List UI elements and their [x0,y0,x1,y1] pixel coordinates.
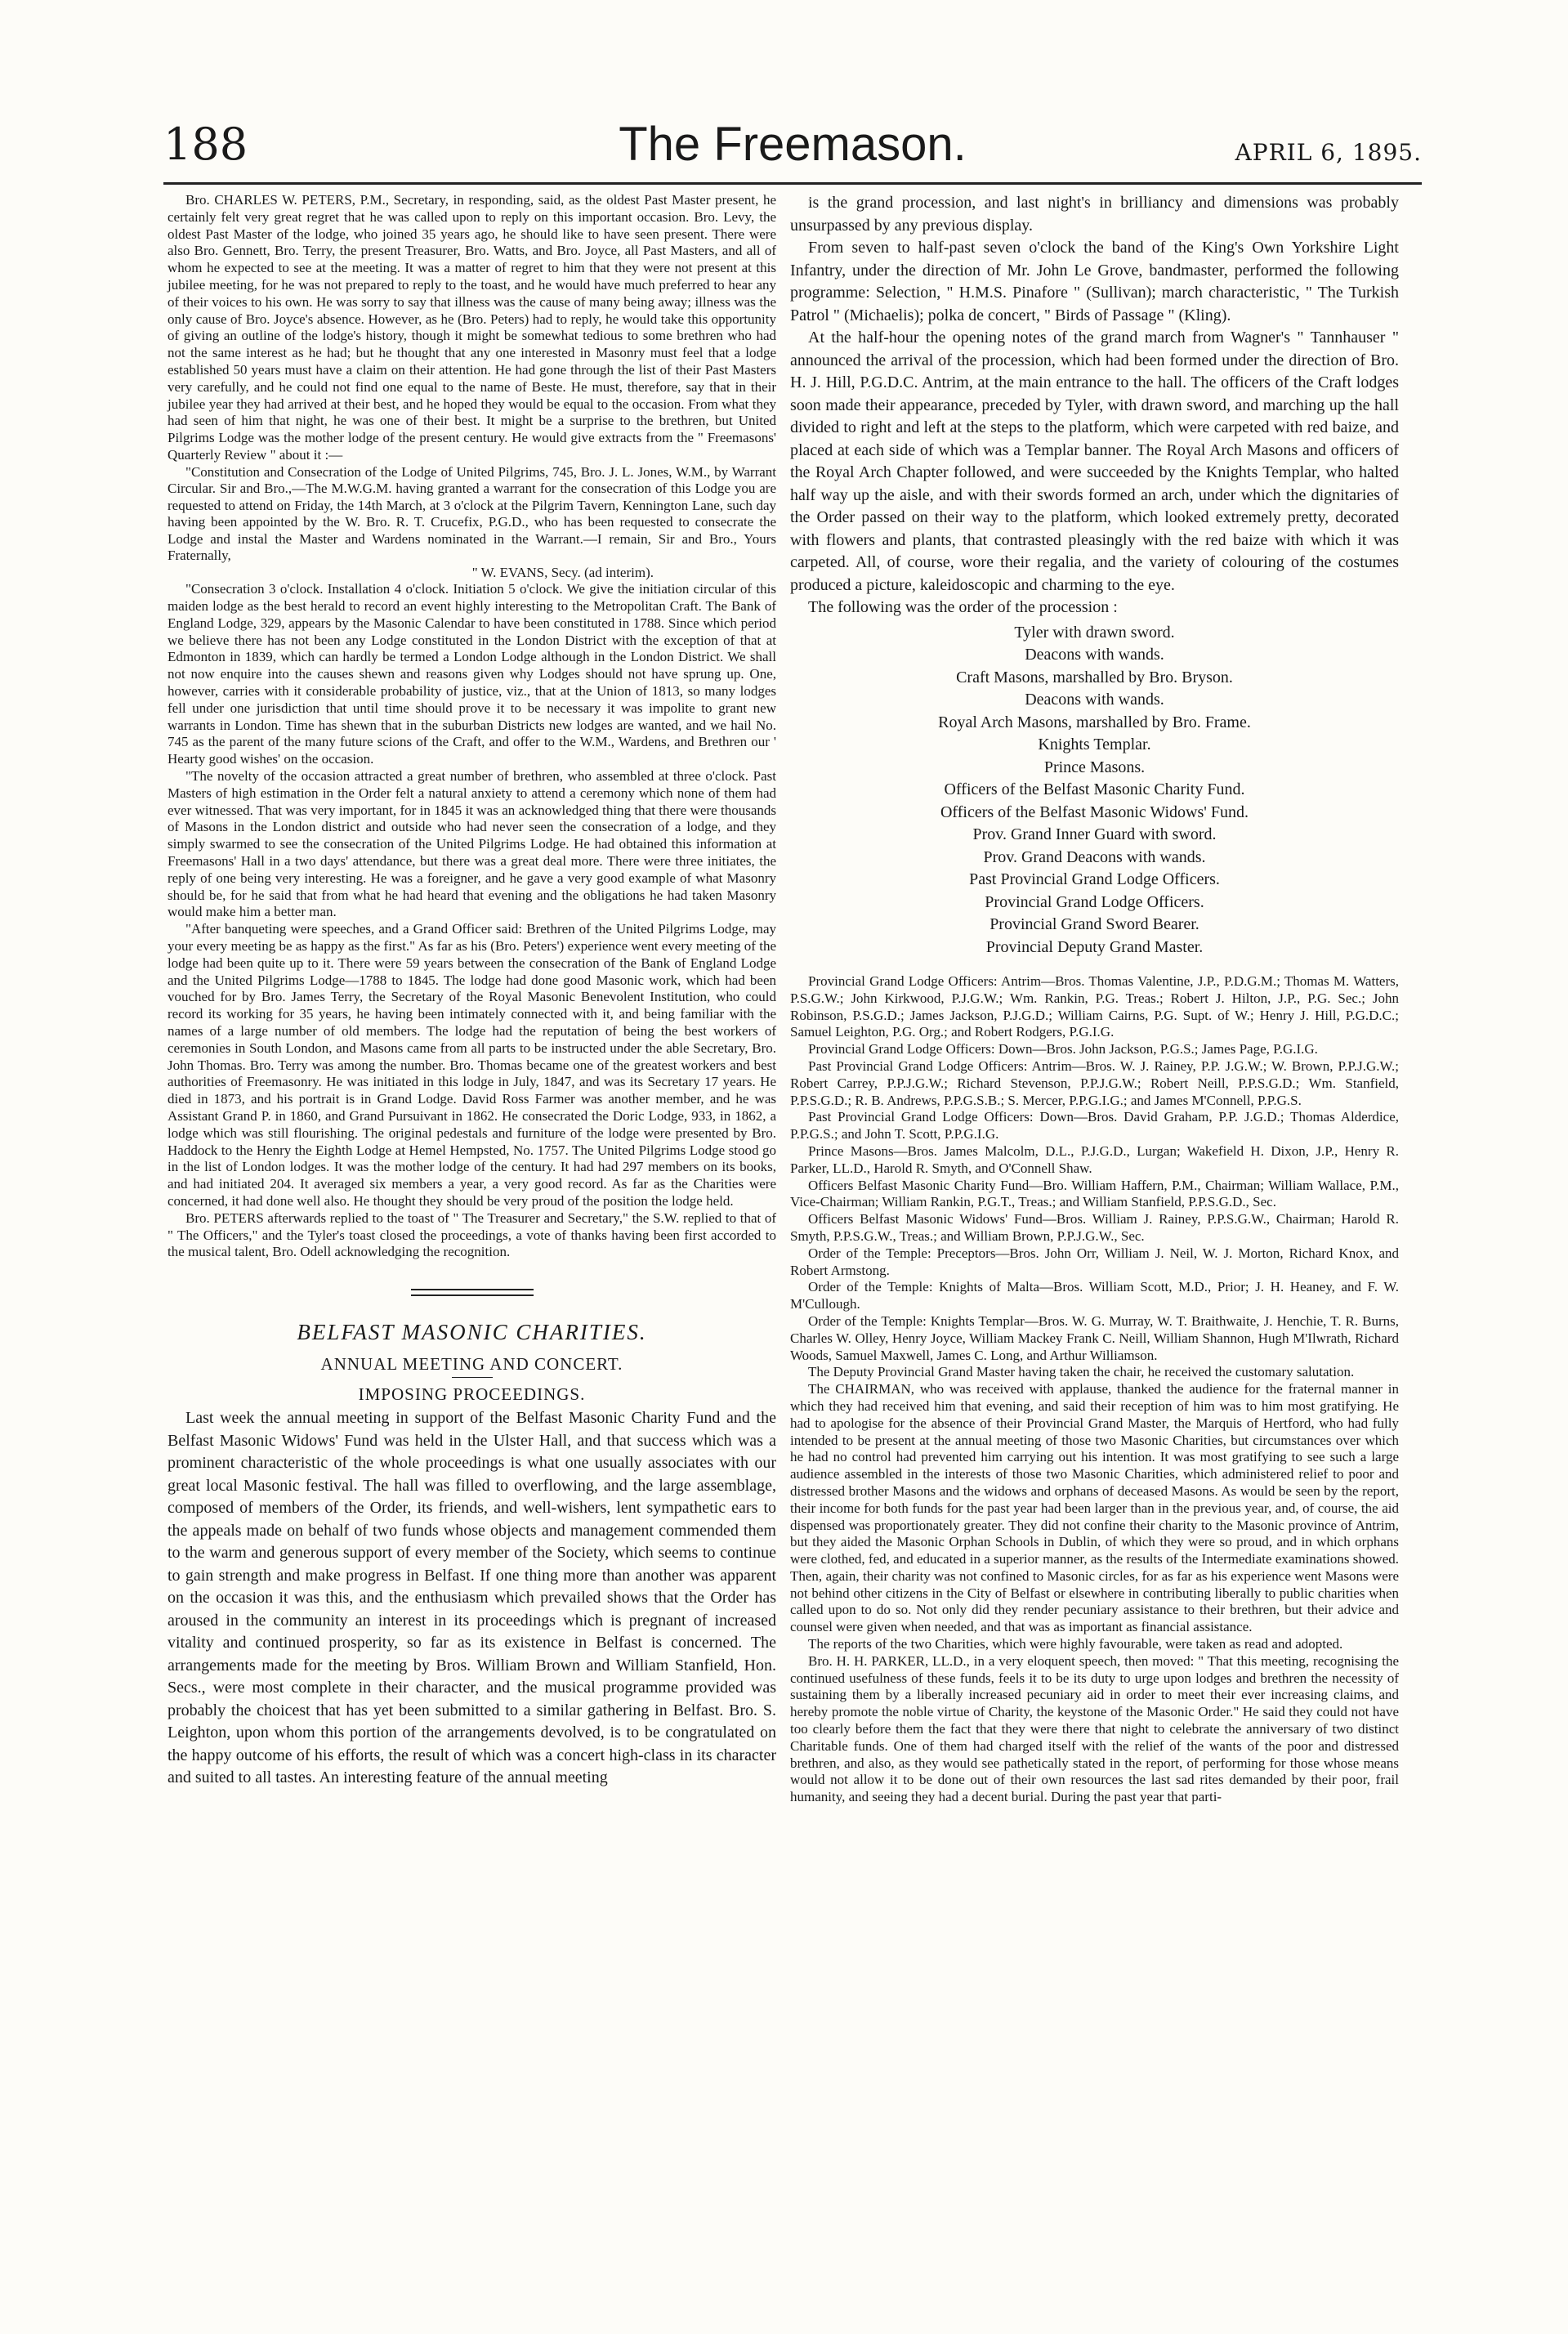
article-paragraph: Provincial Grand Lodge Officers: Down—Bros. John Jackson, P.G.S.; James Page, P.G.I.G. [808,1041,1318,1057]
header-rule [163,182,1422,185]
article-paragraph: "Consecration 3 o'clock. Installation 4 o'clock. Initiation 5 o'clock. We give the initiation circular of this maiden lodge as the best herald to record an event highly interesting to the Metropolitan Craft. The Bank of England Lodge, 329, appears by the Masonic Calendar to have been constituted in 1788. Since which period we believe there has not been any Lodge constituted in the London District with the exception of that at Edmonton in 1839, which can hardly be termed a London Lodge although in the London District. We shall not now enquire into the causes shewn and reasons given why Lodges should not have sprung up. One, however, carries with it considerable probability of justice, viz., that at the Union of 1813, so many lodges fell under one jurisdiction that until time should prove it to be necessary it was impolite to grant new warrants in London. Time has shewn that in the suburban Districts new lodges are wanted, and we hail No. 745 as the parent of the many future scions of the Craft, and offer to the W.M., Wardens, and Brethren our ' Hearty good wishes' on the occasion. [168,581,776,767]
section-divider [411,1289,534,1290]
procession-list [790,622,1399,959]
issue-date: APRIL 6, 1895. [1235,139,1422,166]
procession-item: Royal Arch Masons, marshalled by Bro. Frame. [938,713,1251,731]
procession-item: Prov. Grand Inner Guard with sword. [972,825,1217,843]
article-paragraph: Provincial Grand Lodge Officers: Antrim—Bros. Thomas Valentine, J.P., P.D.G.M.; Thomas M. Watters, P.S.G.W.; John Kirkwood, P.J.G.W.; Wm. Rankin, P.G. Treas.; Robert J. Hilton, J.P., P.G. Sec.; John Robinson, P.S.G.D.; James Jackson, P.J.G.D.; William Cairns, P.G. Supt. of W.; Henry J. Hill, P.G.D.C.; Samuel Leighton, P.G. Org.; and Robert Rodgers, P.G.I.G. [790,973,1399,1040]
procession-item: Tyler with drawn sword. [1014,623,1175,642]
article-paragraph: "After banqueting were speeches, and a Grand Officer said: Brethren of the United Pilgrims Lodge, may your every meeting be as happy as the first." As far as his (Bro. Peters') experience went every meeting of the lodge had been quite up to it. There were 59 years between the consecration of the Bank of England Lodge and the United Pilgrims Lodge—1788 to 1845. The lodge had done good Masonic work, which had been vouched for by Bro. James Terry, the Secretary of the Royal Masonic Benevolent Institution, who could record its working for 35 years, he having been intimately connected with it, and being familiar with the names of a large number of old members. The lodge had the reputation of being the best workers of ceremonies in South London, and Masons came from all parts to be instructed under the able Secretary, Bro. John Thomas. Bro. Terry was among the number. Bro. Thomas became one of the greatest workers and best authorities of Freemasonry. He was initiated in this lodge in July, 1847, and was its Secretary 17 years. He died in 1873, and his portrait is in Grand Lodge. David Ross Farmer was another member, and he was Assistant Grand P. in 1860, and Grand Pursuivant in 1862. He consecrated the Doric Lodge, 933, in 1862, a lodge which was still flourishing. The original pedestals and furniture of the lodge were presented by Bro. Haddock to the Henry the Eighth Lodge at Hemel Hempsted, No. 1757. The United Pilgrims Lodge stood go in the list of London lodges. It was the mother lodge of the century. It had had 297 members on its books, and had initiated 204. It averaged six members a year, a very good record. As far as the Charities were concerned, it had done well also. He thought they should be very proud of the position the lodge held. [168,921,776,1209]
masthead: The Freemason. [619,118,967,171]
procession-item: Officers of the Belfast Masonic Charity Fund. [944,780,1245,798]
article-paragraph: Order of the Temple: Knights Templar—Bros. W. G. Murray, W. T. Braithwaite, J. Henchie, T. R. Burns, Charles W. Olley, Henry Joyce, William Mackey Frank C. Neill, William Shannon, Hugh M'Ilwrath, Richard Woods, Samuel Maxwell, James C. Long, and Arthur Williamson. [790,1312,1399,1363]
procession-item: Provincial Grand Lodge Officers. [985,892,1204,911]
article-subheading: ANNUAL MEETING AND CONCERT. [320,1354,623,1375]
article-paragraph: "The novelty of the occasion attracted a great number of brethren, who assembled at three o'clock. Past Masters of high estimation in the Order felt a natural anxiety to attend a ceremony which none of them had ever witnessed. That was very important, for in 1845 it was an acknowledged thing that there were thousands of Masons in the London district and outside who had never seen the consecration of a lodge, and they simply swarmed to see the consecration of the United Pilgrims Lodge. He had obtained this information at Freemasons' Hall in a two days' attendance, but there was a great deal more. There were three initiates, the reply of one being very interesting. He was a foreigner, and he gave a very good example of what Masonry should be, for he said that from what he had heard that evening and the obligations he had taken Masonry would make him a better man. [168,768,776,920]
section-divider [411,1294,534,1296]
article-paragraph: The CHAIRMAN, who was received with applause, thanked the audience for the fraternal manner in which they had received him that evening, and said their reception of him was to him most gratifying. He had to apologise for the absence of their Provincial Grand Master, the Marquis of Hertford, who had fully intended to be present at the annual meeting of those two Masonic Charities, but circumstances over which he had no control had prevented him carrying out his intention. It was most gratifying to see such a large audience assembled in the interests of those two Masonic Charities, which administered relief to poor and distressed brother Masons and the widows and orphans of deceased Masons. As would be seen by the report, their income for both funds for the past year had been larger than in the previous year, and, of course, the aid dispensed was proportionately greater. They did not confine their charity to the Masonic province of Antrim, but they aided the Masonic Orphan Schools in Dublin, of which they were so proud, and in which orphans were clothed, fed, and educated in a superior manner, as the results of the Intermediate examinations showed. Then, again, their charity was not confined to Masonic circles, for as far as his experience went Masons were not behind other citizens in the City of Belfast or elsewhere in contributing liberally to public charities when called upon to do so. Not only did they render pecuniary assistance to their brethren, but their advice and counsel were given when needed, and that was as important as financial assistance. [790,1381,1399,1635]
procession-intro: The following was the order of the procession : [808,598,1118,616]
article-paragraph: Past Provincial Grand Lodge Officers: Antrim—Bros. W. J. Rainey, P.P. J.G.W.; W. Brown, P.P.J.G.W.; Robert Carrey, P.P.J.G.W.; Richard Stevenson, P.P.J.G.W.; Robert Neill, P.P.S.G.D.; Wm. Stanfield, P.P.S.G.D.; R. B. Andrews, P.P.G.S.B.; S. Mercer, P.P.G.I.G.; and James M'Connell, P.P.G.S. [790,1057,1399,1108]
article-paragraph: is the grand procession, and last night's in brilliancy and dimensions was probably unsurpassed by any previous display. [790,194,1399,235]
quoted-circular: "Constitution and Consecration of the Lodge of United Pilgrims, 745, Bro. J. L. Jones, W.M., by Warrant Circular. Sir and Bro.,—The M.W.G.M. having granted a warrant for the consecration of this Lodge you are requested to attend on Friday, the 14th March, at 3 o'clock at the Pilgrim Tavern, Kennington Lane, such day having been appointed by the W. Bro. R. T. Crucefix, P.G.D., who has been requested to consecrate the Lodge and instal the Master and Wardens nominated in the Warrant.—I remain, Sir and Bro., Yours Fraternally, [168,463,776,564]
procession-item: Deacons with wands. [1025,691,1164,709]
procession-item: Deacons with wands. [1025,646,1164,664]
article-subheading: IMPOSING PROCEEDINGS. [358,1384,586,1405]
article-paragraph: The Deputy Provincial Grand Master having taken the chair, he received the customary salutation. [808,1364,1355,1380]
right-column [790,192,1399,1806]
procession-item: Officers of the Belfast Masonic Widows' Fund. [940,803,1249,821]
article-heading: BELFAST MASONIC CHARITIES. [297,1320,647,1345]
article-paragraph: At the half-hour the opening notes of the grand march from Wagner's " Tannhauser " announced the arrival of the procession, which had been formed under the direction of Bro. H. J. Hill, P.G.D.C. Antrim, at the main entrance to the hall. The officers of the Craft lodges soon made their appearance, preceded by Tyler, with drawn sword, and marching up the hall divided to right and left at the steps to the platform, which were carpeted with red baize, and placed at each side of which was a Templar banner. The Royal Arch Masons and officers of the Royal Arch Chapter followed, and were succeeded by the Knights Templar, who halted half way up the aisle, and with their swords formed an arch, under which the dignitaries of the Order passed on their way to the platform, which looked extremely pretty, decorated with flowers and plants, that contrasted pleasingly with the red baize with which it was carpeted. All, of course, wore their regalia, and the variety of colouring of the costumes produced a picture, kaleidoscopic and charming to the eye. [790,329,1399,594]
article-paragraph: Order of the Temple: Knights of Malta—Bros. William Scott, M.D., Prior; J. H. Heaney, and F. W. M'Cullough. [790,1279,1399,1312]
page-header [163,110,1422,188]
procession-item: Craft Masons, marshalled by Bro. Bryson. [956,668,1233,686]
procession-item: Provincial Grand Sword Bearer. [989,915,1199,933]
article-paragraph: Past Provincial Grand Lodge Officers: Down—Bros. David Graham, P.P. J.G.D.; Thomas Alderdice, P.P.G.S.; and John T. Scott, P.P.G.I.G. [790,1109,1399,1142]
procession-item: Knights Templar. [1038,736,1151,753]
article-paragraph: Bro. H. H. PARKER, LL.D., in a very eloquent speech, then moved: " That this meeting, recognising the continued usefulness of these funds, feels it to be its duty to urge upon lodges and brethren the necessity of sustaining them by a liberally increased pecuniary aid in order to meet their ever increasing claims, and hereby promote the noble virtue of Charity, the keystone of the Masonic Order." He said they could not have too clearly before them the fact that they were there that night to celebrate the anniversary of two distinct Charitable funds. One of them had charged itself with the relief of the wants of the poor and distressed brethren, and also, as they would see pathetically stated in the report, of performing for those whose means would not allow it to be done out of their own resources the last sad rites demanded by their poor, frail humanity, and seeing they had a decent burial. During the past year that parti- [790,1652,1399,1805]
article-paragraph: From seven to half-past seven o'clock the band of the King's Own Yorkshire Light Infantry, under the direction of Mr. John Le Grove, bandmaster, performed the following programme: Selection, " H.M.S. Pinafore " (Sullivan); march characteristic, " The Turkish Patrol " (Michaelis); polka de concert, " Birds of Passage " (Kling). [790,239,1399,324]
procession-item: Past Provincial Grand Lodge Officers. [969,870,1220,888]
subheading-rule [452,1377,493,1378]
article-paragraph: Prince Masons—Bros. James Malcolm, D.L., P.J.G.D., Lurgan; Wakefield H. Dixon, J.P., Henry R. Parker, LL.D., Harold R. Smyth, and O'Connell Shaw. [790,1142,1399,1176]
article-paragraph: Officers Belfast Masonic Widows' Fund—Bros. William J. Rainey, P.P.S.G.W., Chairman; Harold R. Smyth, P.P.S.G.W., Treas.; and William Brown, P.P.J.G.W., Sec. [790,1211,1399,1244]
article-paragraph: Last week the annual meeting in support of the Belfast Masonic Charity Fund and the Belfast Masonic Widows' Fund was held in the Ulster Hall, and that success which was a prominent characteristic of the whole proceedings is what one usually associates with our great local Masonic festival. The hall was filled to overflowing, and the large assemblage, composed of members of the Order, its friends, and well-wishers, lent sympathetic ears to the appeals made on behalf of two funds whose objects and management commended them to the warm and generous support of every member of the Society, which seems to continue to gain strength and make progress in Belfast. If one thing more than another was apparent on the occasion it was this, and the enthusiasm which prevailed shows that the Order has aroused in the community an interest in its proceedings which is pregnant of increased vitality and continued prosperity, so far as its existence in Belfast is concerned. The arrangements made for the meeting by Bros. William Brown and William Stanfield, Hon. Secs., were most complete in their character, and the musical programme provided was probably the choicest that has yet been submitted to a similar gathering in Belfast. Bro. S. Leighton, upon whom this portion of the arrangements devolved, is to be congratulated on the happy outcome of his efforts, the result of which was a concert high-class in its character and suited to all tastes. An interesting feature of the annual meeting [168,1409,776,1787]
article-paragraph: Bro. CHARLES W. PETERS, P.M., Secretary, in responding, said, as the oldest Past Master present, he certainly felt very great regret that he was called upon to reply on this important occasion. Bro. Levy, the oldest Past Master of the lodge, who joined 35 years ago, he should like to have seen present. There were also Bro. Gennett, Bro. Terry, the present Treasurer, Bro. Watts, and Bro. Joyce, all Past Masters, and all of whom he expected to see at the meeting. It was a matter of regret to him that they were not present at this jubilee meeting, for he was not prepared to reply to the toast, and he would have much preferred to hear any of their voices to his own. He was sorry to say that illness was the cause of many being away; illness was the only cause of Bro. Joyce's absence. However, as he (Bro. Peters) had to reply, he would take this opportunity of giving an outline of the lodge's history, though it might be somewhat tedious to some brethren who had not the same interest as he had; but he thought that any one interested in Masonry must feel that a lodge established 50 years must have a claim on their attention. He had gone through the list of their Past Masters very carefully, and he could not find one equal to the name of Beste. He must, therefore, say that in their jubilee year they had arrived at their best, and he hoped they would be equal to the occasion. From what they had seen of him that night, he was one of their best. It might be a surprise to the brethren, but United Pilgrims Lodge was the mother lodge of the present century. He would give extracts from the " Freemasons' Quarterly Review " about it :— [168,192,776,463]
article-paragraph: Officers Belfast Masonic Charity Fund—Bro. William Haffern, P.M., Chairman; William Wallace, P.M., Vice-Chairman; William Rankin, P.G.T., Treas.; and William Stanfield, P.P.S.G.D., Sec. [790,1177,1399,1210]
signoff: " W. EVANS, Secy. (ad interim). [471,564,654,580]
article-paragraph: The reports of the two Charities, which were highly favourable, were taken as read and adopted. [808,1636,1343,1652]
procession-item: Provincial Deputy Grand Master. [985,937,1204,956]
procession-item: Prov. Grand Deacons with wands. [983,847,1206,866]
article-paragraph: Bro. PETERS afterwards replied to the toast of " The Treasurer and Secretary," the S.W. replied to that of " The Officers," and the Tyler's toast closed the proceedings, a vote of thanks having been first accorded to the musical talent, Bro. Odell acknowledging the recognition. [168,1209,776,1260]
article-paragraph: Order of the Temple: Preceptors—Bros. John Orr, William J. Neil, W. J. Morton, Richard Knox, and Robert Armstong. [790,1245,1399,1278]
left-column [168,192,776,1790]
procession-item: Prince Masons. [1043,758,1146,776]
page-number: 188 [163,118,248,170]
